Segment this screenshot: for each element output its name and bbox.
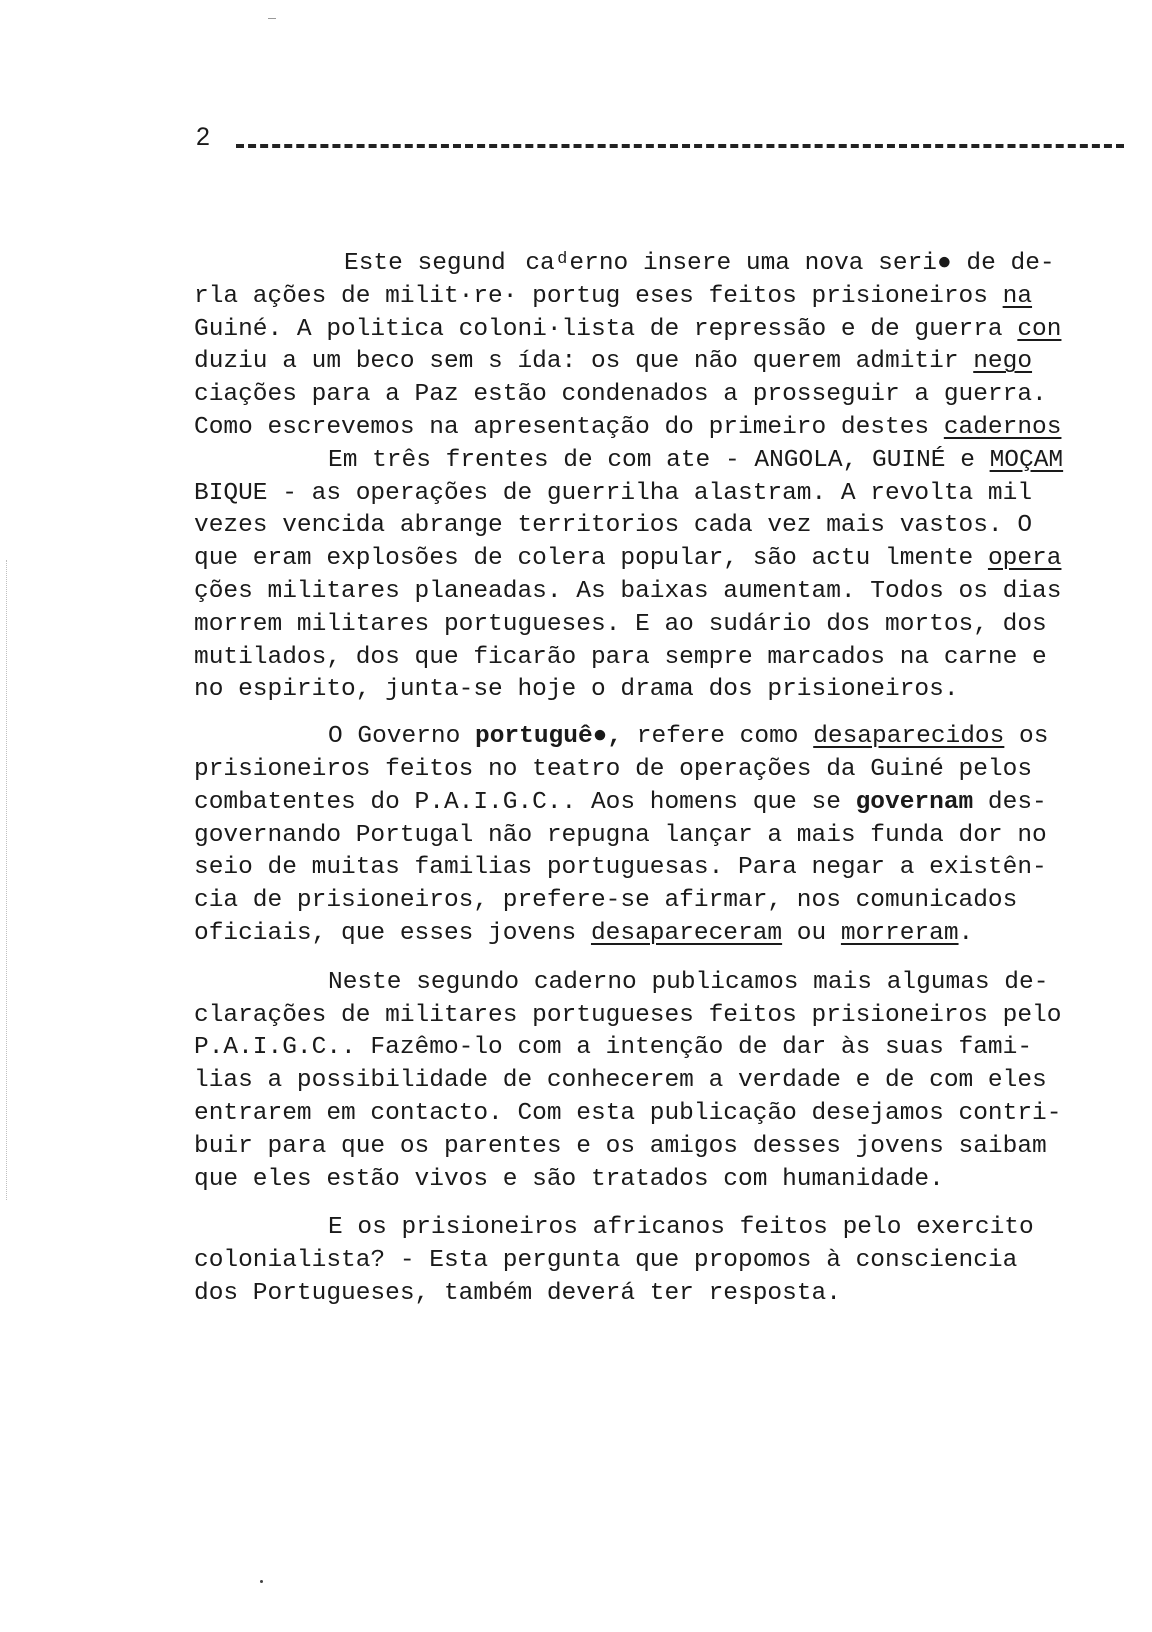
underlined-word-morreram: morreram (840, 919, 959, 947)
ink-bullet: ● (937, 250, 952, 277)
ink-speck (260, 1580, 263, 1583)
underlined-word-opera: opera (987, 545, 1062, 573)
underlined-word-desaparecidos: desaparecidos (813, 723, 1005, 751)
margin-scan-marks (6, 560, 11, 1200)
p1-text-a: Este segund caᵈerno insere uma nova seri (344, 250, 937, 277)
p3-text-a: O Governo (328, 723, 476, 751)
underlined-word-na: na (1002, 282, 1033, 310)
page-header (196, 122, 1126, 158)
ink-speck (268, 18, 276, 19)
p3-text-f: . (958, 919, 974, 947)
p3-text-c: os prisioneiros feitos no teatro de operações da Guiné pelos combatentes do P.A.I.G.C.. Aos homens que se (194, 723, 1049, 816)
underlined-word-con: con (1017, 315, 1062, 343)
paragraph-4 (194, 967, 1124, 1197)
page-number: 2 (196, 123, 210, 151)
p4-text: Neste segundo caderno publicamos mais algumas de- clarações de militares portugueses feitos prisioneiros pelo P.A.I.G.C.. Fazêmo-lo com a intenção de dar às suas fami- lias a possibilidade de conhecerem a verdade e de com eles entrarem em contacto. Com esta publicação desejamos contri- buir para que os parentes e os amigos desses jovens saibam que eles estão vivos e são tratados com humanidade. (194, 968, 1062, 1193)
underlined-word-mocam: MOÇAM (989, 446, 1064, 474)
bold-word-governam: governam (855, 788, 974, 816)
p1-text-c: Guiné. A politica coloni·lista de repressão e de guerra (194, 315, 1003, 343)
p3-text-d: des- governando Portugal não repugna lançar a mais funda dor no seio de muitas familias portuguesas. Para negar a existên- cia de prisioneiros, prefere-se afirmar, nos comunicados oficiais, que esses jovens (194, 788, 1047, 947)
underlined-word-desapareceram: desapareceram (590, 919, 783, 947)
p1-text-d: duziu a um beco sem s ída: os que não querem admitir (194, 348, 959, 376)
p3-text-e: ou (782, 919, 841, 947)
header-rule (236, 144, 1124, 148)
p5-text: E os prisioneiros africanos feitos pelo exercito colonialista? - Esta pergunta que propomos à consciencia dos Portugueses, também deverá ter resposta. (194, 1214, 1034, 1307)
p1-text-b: de de- rla ações de milit·re· portug eses feitos prisioneiros (194, 250, 1055, 310)
underlined-word-cadernos: cadernos (943, 413, 1062, 441)
p2-text-a: Em três frentes de com ate - ANGOLA, GUINÉ e (328, 446, 990, 474)
paragraph-2 (194, 445, 1124, 707)
paragraph-5 (194, 1212, 1124, 1310)
body-text (194, 248, 1124, 1311)
p2-text-b: BIQUE - as operações de guerrilha alastram. A revolta mil vezes vencida abrange territorios cada vez mais vastos. O que eram explosões de colera popular, são actu lmente (194, 479, 1033, 573)
paragraph-3 (194, 721, 1124, 951)
p2-text-c: ções militares planeadas. As baixas aumentam. Todos os dias morrem militares portugueses. E ao sudário dos mortos, dos mutilados, dos que ficarão para sempre marcados na carne e no espirito, junta-se hoje o drama dos prisioneiros. (194, 577, 1062, 704)
paragraph-1 (194, 248, 1124, 445)
p3-text-b: refere como (622, 723, 814, 751)
p1-text-e: ciações para a Paz estão condenados a prosseguir a guerra. Como escrevemos na apresentação do primeiro destes (194, 381, 1047, 441)
underlined-word-nego: nego (973, 348, 1033, 376)
bold-word-portugues: portuguê●, (475, 723, 623, 751)
